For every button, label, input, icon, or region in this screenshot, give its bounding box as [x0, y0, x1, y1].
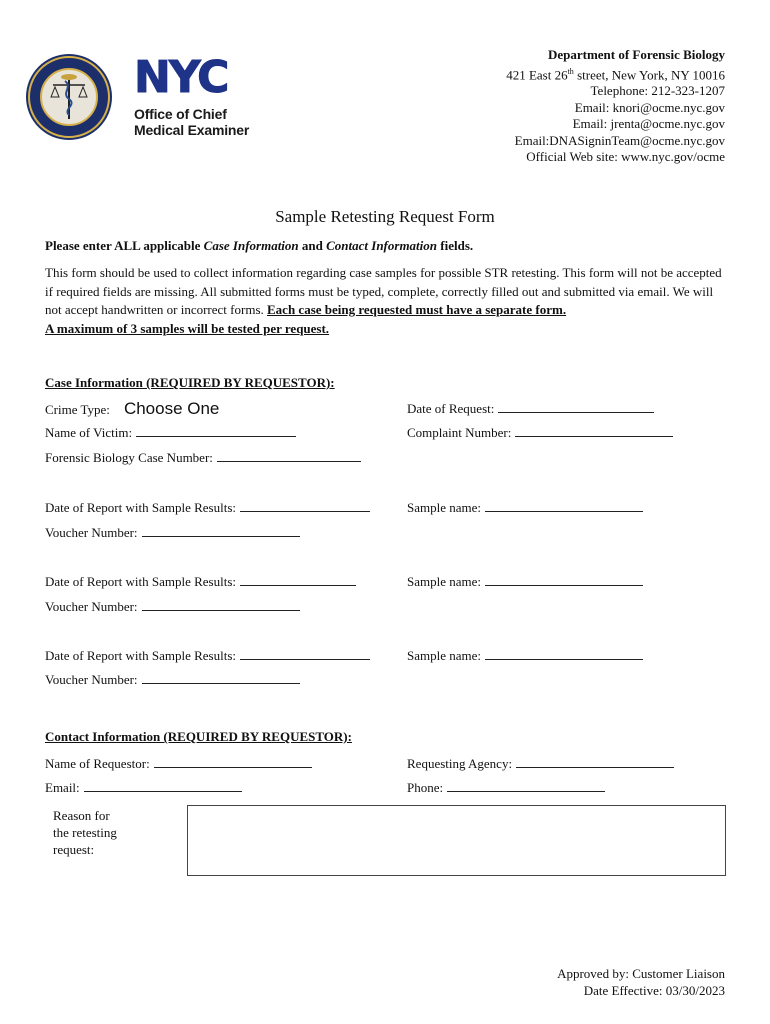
instructions-line1 [45, 237, 473, 256]
phone-row [407, 780, 605, 796]
logo-office-line: Office of Chief [134, 106, 227, 122]
instr-part-a: Please enter ALL applicable [45, 238, 204, 253]
sample1-name-label: Sample name: [407, 500, 482, 515]
website: Official Web site: www.nyc.gov/ocme [526, 149, 725, 165]
requestor-label: Name of Requestor: [45, 756, 150, 771]
address-block [506, 47, 725, 166]
sample2-name-label: Sample name: [407, 574, 482, 589]
victim-field[interactable] [136, 425, 296, 437]
separate-form-note: Each case being requested must have a separate form. [267, 302, 567, 317]
street-address-suffix: th [567, 66, 574, 76]
sample2-report-field[interactable] [240, 574, 356, 586]
reason-label-line1: Reason for [53, 808, 110, 823]
sample3-voucher-field[interactable] [142, 672, 300, 684]
street-address-rest: street, New York, NY 10016 [573, 66, 725, 82]
complaint-label: Complaint Number: [407, 425, 512, 440]
complaint-row [407, 425, 673, 441]
footer [557, 965, 725, 999]
sample1-report-field[interactable] [240, 500, 370, 512]
street-address-number: 421 East 26 [506, 66, 568, 82]
date-request-row [407, 401, 654, 417]
sample2-report-label: Date of Report with Sample Results: [45, 574, 237, 589]
sample2-name-row [407, 574, 643, 590]
crime-type-label: Crime Type: [45, 402, 110, 417]
complaint-field[interactable] [515, 425, 673, 437]
instr-contact-info: Contact Information [326, 238, 438, 253]
date-effective: Date Effective: 03/30/2023 [583, 983, 725, 998]
sample2-voucher-row [45, 599, 300, 615]
instructions-paragraph [45, 264, 725, 338]
sample1-report-label: Date of Report with Sample Results: [45, 500, 237, 515]
sample1-name-row [407, 500, 643, 516]
email-jrenta: Email: jrenta@ocme.nyc.gov [572, 116, 725, 132]
street-address [506, 64, 725, 84]
instr-part-e: fields. [437, 238, 474, 253]
sample1-report-row [45, 500, 370, 516]
sample2-voucher-label: Voucher Number: [45, 599, 138, 614]
instr-part-c: and [298, 238, 327, 253]
instructions-body: This form should be used to collect information regarding case samples for possible STR retesting. This form will not be accepted if required fields are missing. All submitted forms must be typed, complete, correctly filled out and submitted via email. We will not accept handwritten or incorrect forms. [45, 265, 722, 317]
requestor-field[interactable] [154, 756, 312, 768]
sample1-voucher-label: Voucher Number: [45, 525, 138, 540]
sample3-report-label: Date of Report with Sample Results: [45, 648, 237, 663]
reason-label-line3: request: [53, 842, 95, 857]
sample1-name-field[interactable] [485, 500, 643, 512]
sample3-name-label: Sample name: [407, 648, 482, 663]
date-request-field[interactable] [498, 401, 654, 413]
form-title: Sample Retesting Request Form [275, 207, 495, 226]
sample2-name-field[interactable] [485, 574, 643, 586]
sample2-report-row [45, 574, 356, 590]
email-label: Email: [45, 780, 80, 795]
fb-case-row [45, 450, 361, 466]
date-request-label: Date of Request: [407, 401, 495, 416]
sample1-voucher-field[interactable] [142, 525, 300, 537]
department-name: Department of Forensic Biology [547, 47, 725, 62]
email-field[interactable] [84, 780, 242, 792]
approved-by: Approved by: Customer Liaison [557, 966, 725, 981]
crime-type-row [45, 399, 219, 419]
email-dna-signin: Email:DNASigninTeam@ocme.nyc.gov [514, 132, 725, 148]
logo-medical-line: Medical Examiner [134, 122, 250, 138]
crime-type-select[interactable]: Choose One [123, 399, 220, 418]
nyc-ocme-logo [134, 52, 266, 142]
sample3-voucher-row [45, 672, 300, 688]
sample3-report-row [45, 648, 370, 664]
victim-row [45, 425, 296, 441]
case-info-heading: Case Information (REQUIRED BY REQUESTOR): [45, 375, 335, 390]
reason-label-line2: the retesting [53, 825, 117, 840]
fb-case-field[interactable] [217, 450, 361, 462]
nyc-seal-icon [25, 53, 113, 141]
reason-textarea[interactable] [187, 805, 726, 876]
agency-field[interactable] [516, 756, 674, 768]
phone-label: Phone: [407, 780, 444, 795]
nyc-logo-wordmark: NYC [134, 52, 228, 103]
victim-label: Name of Victim: [45, 425, 133, 440]
email-knori: Email: knori@ocme.nyc.gov [574, 99, 725, 115]
phone-field[interactable] [447, 780, 605, 792]
sample3-voucher-label: Voucher Number: [45, 672, 138, 687]
sample3-name-field[interactable] [485, 648, 643, 660]
reason-label [53, 807, 117, 858]
fb-case-label: Forensic Biology Case Number: [45, 450, 213, 465]
agency-row [407, 756, 674, 772]
contact-info-heading: Contact Information (REQUIRED BY REQUESTOR): [45, 729, 352, 744]
email-row [45, 780, 242, 796]
agency-label: Requesting Agency: [407, 756, 513, 771]
max-samples-note: A maximum of 3 samples will be tested per request. [45, 320, 330, 336]
telephone: Telephone: 212-323-1207 [590, 83, 725, 99]
sample1-voucher-row [45, 525, 300, 541]
sample3-name-row [407, 648, 643, 664]
sample3-report-field[interactable] [240, 648, 370, 660]
instr-case-info: Case Information [203, 238, 299, 253]
sample2-voucher-field[interactable] [142, 599, 300, 611]
requestor-row [45, 756, 312, 772]
